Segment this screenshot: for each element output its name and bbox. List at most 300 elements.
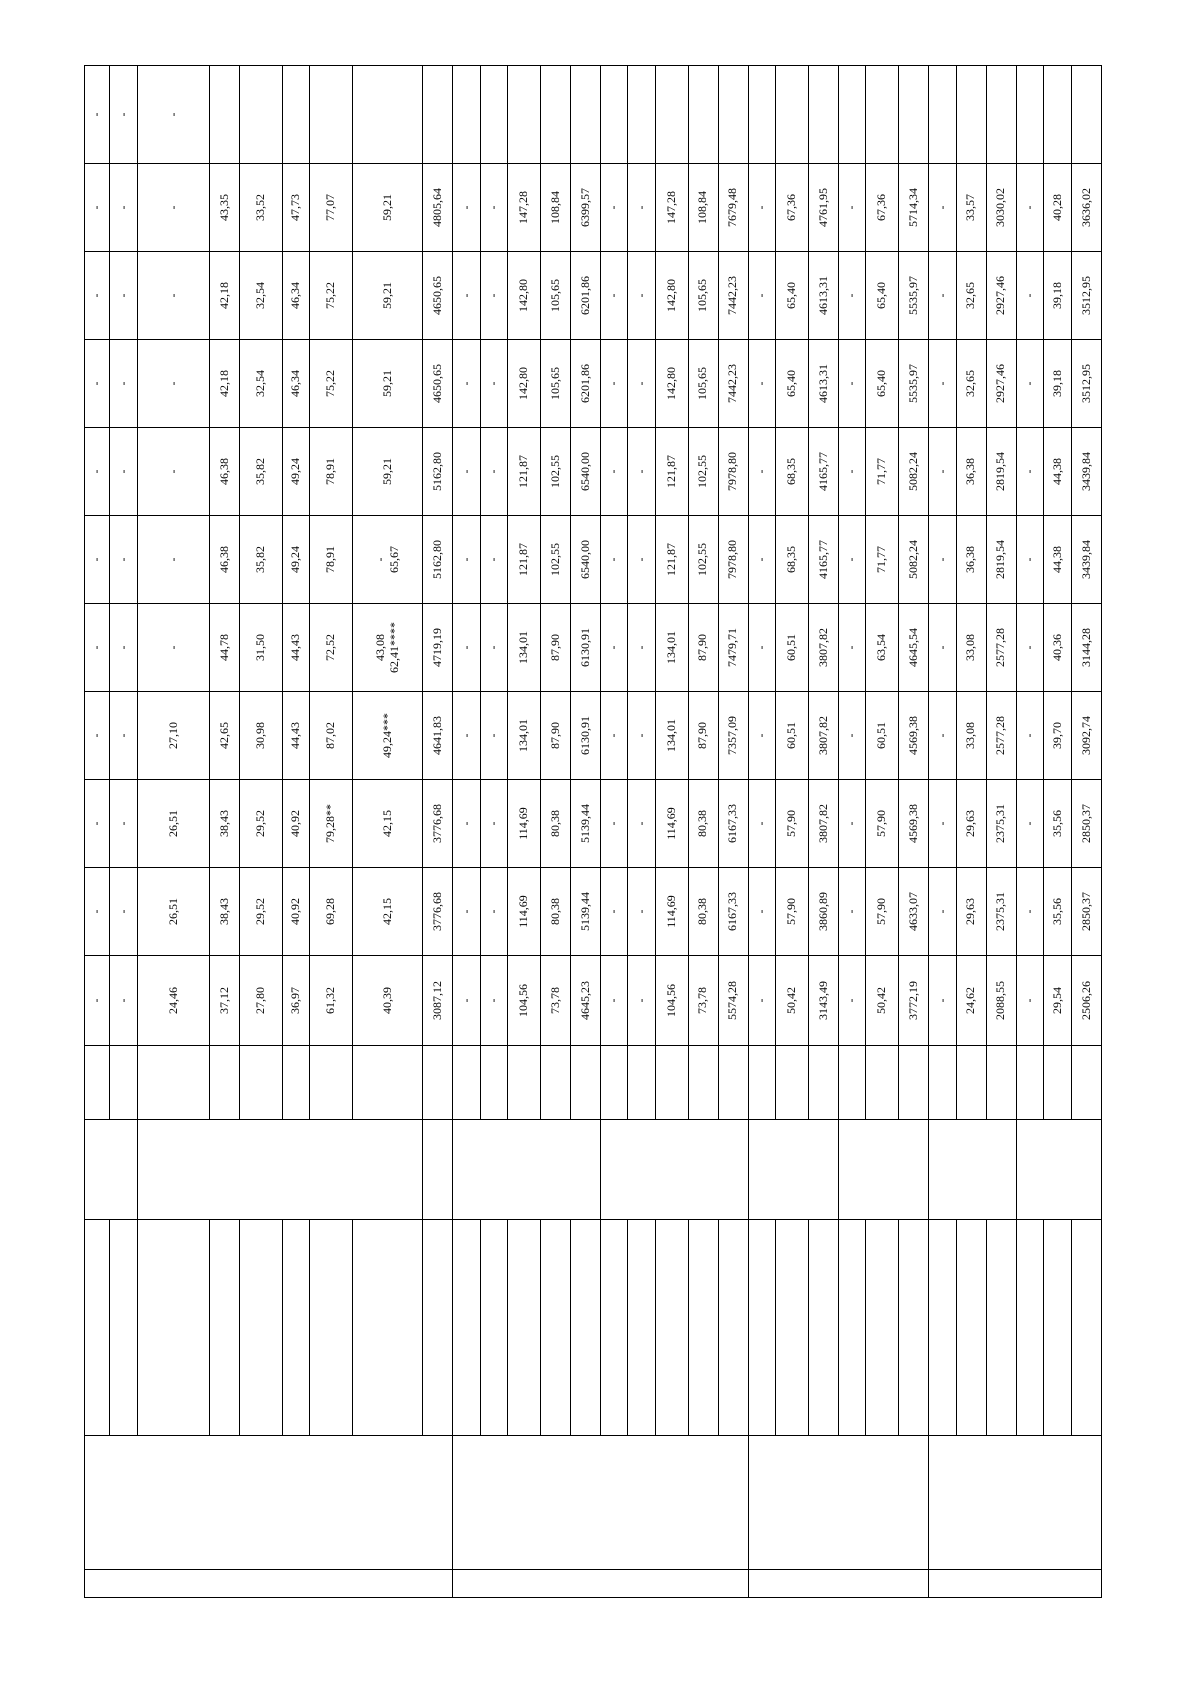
table-row [352,66,422,1598]
value-cell: 121,87 [508,516,541,604]
consumer-category [453,1120,601,1220]
value-cell: 4633,07 [898,868,928,956]
value-cell: - [110,692,138,780]
value-cell: 77,07 [310,164,353,252]
value-cell: 31,50 [240,604,283,692]
value-cell: 4569,38 [898,780,928,868]
value-cell: 63,54 [866,604,899,692]
value-cell: - [137,252,210,340]
value-cell: - [110,868,138,956]
value-cell: - [1016,428,1044,516]
value-cell [928,66,956,164]
unit-cell [956,1046,986,1120]
value-cell: - [85,692,110,780]
value-cell: 3092,74 [1071,692,1101,780]
rotated-page [84,86,1102,1598]
value-cell: 121,87 [656,516,689,604]
value-cell: 3772,19 [898,956,928,1046]
value-cell [352,66,422,164]
value-cell: 40,92 [282,780,310,868]
table-row [986,66,1016,1598]
indicator-name [1044,1220,1072,1436]
value-cell: - [600,340,628,428]
value-cell: 121,87 [508,428,541,516]
value-cell: 2577,28 [986,604,1016,692]
value-cell: - [1016,252,1044,340]
table-row [570,66,600,1598]
table-row [600,66,628,1598]
value-cell: 102,55 [540,428,570,516]
consumer-category [928,1120,1016,1220]
unit-cell [540,1046,570,1120]
value-cell: 24,62 [956,956,986,1046]
value-cell: - [928,604,956,692]
indicator-name [718,1220,748,1436]
table-row [110,66,138,1598]
value-cell: - [928,780,956,868]
value-cell: 61,32 [310,956,353,1046]
value-cell: 4805,64 [423,164,453,252]
value-cell: 57,90 [866,780,899,868]
value-cell: - [928,252,956,340]
value-cell: 6540,00 [570,428,600,516]
value-cell: - [628,164,656,252]
value-cell: 2577,28 [986,692,1016,780]
value-cell: - [748,428,776,516]
value-cell: 104,56 [508,956,541,1046]
value-cell: 7442,23 [718,252,748,340]
indicator-name [310,1220,353,1436]
value-cell: - [137,604,210,692]
value-cell: - [748,868,776,956]
value-cell: 2850,37 [1071,868,1101,956]
unit-cell [110,1046,138,1120]
unit-cell [928,1046,956,1120]
value-cell: 3776,68 [423,780,453,868]
value-cell: - [628,956,656,1046]
value-cell: - [600,780,628,868]
value-cell: - [600,956,628,1046]
unit-cell [600,1046,628,1120]
indicator-name [928,1220,956,1436]
value-cell: 49,24*** [352,692,422,780]
table-row [240,66,283,1598]
value-cell: 49,24 [282,516,310,604]
unit-cell [748,1046,776,1120]
value-cell: - [85,604,110,692]
value-cell: 36,97 [282,956,310,1046]
value-cell: - [453,956,481,1046]
value-cell: 75,22 [310,252,353,340]
value-cell: - [838,516,866,604]
table-row [453,66,481,1598]
value-cell: - [453,868,481,956]
value-cell: 6167,33 [718,780,748,868]
value-cell [656,66,689,164]
value-cell: - [110,956,138,1046]
value-cell: - [628,692,656,780]
value-cell: 3144,28 [1071,604,1101,692]
value-cell: 57,90 [776,780,809,868]
table-row [688,66,718,1598]
value-cell: 50,42 [776,956,809,1046]
value-cell: - [838,868,866,956]
indicator-name [688,1220,718,1436]
table-row [808,66,838,1598]
unit-cell [508,1046,541,1120]
value-cell: 3512,95 [1071,340,1101,428]
value-cell: - [838,692,866,780]
value-cell: 6201,86 [570,252,600,340]
unit-cell [352,1046,422,1120]
value-cell [423,66,453,164]
value-cell: 49,24 [282,428,310,516]
value-cell: 65,40 [866,252,899,340]
value-cell [1044,66,1072,164]
indicator-name [748,1220,776,1436]
value-cell: - [480,516,508,604]
value-cell: 3143,49 [808,956,838,1046]
value-cell: 42,15 [352,868,422,956]
value-cell: 105,65 [688,252,718,340]
value-cell: - [1016,780,1044,868]
value-cell: 38,43 [210,780,240,868]
value-cell: 65,40 [776,252,809,340]
value-cell: 42,65 [210,692,240,780]
unit-cell [240,1046,283,1120]
value-cell: 3439,84 [1071,516,1101,604]
value-cell: 105,65 [540,340,570,428]
value-cell: 37,12 [210,956,240,1046]
value-cell: 2927,46 [986,340,1016,428]
value-cell: - [748,956,776,1046]
value-cell: 68,35 [776,516,809,604]
value-cell: 114,69 [508,780,541,868]
table-row [776,66,809,1598]
unit-cell [688,1046,718,1120]
value-cell: 80,38 [540,868,570,956]
value-cell: 26,51 [137,780,210,868]
value-cell: 142,80 [508,252,541,340]
table-row [866,66,899,1598]
organization-name [748,1436,928,1570]
table-row [540,66,570,1598]
value-cell: - [480,780,508,868]
value-cell [718,66,748,164]
value-cell: 147,28 [656,164,689,252]
value-cell: - [85,252,110,340]
value-cell: 5574,28 [718,956,748,1046]
unit-cell [137,1046,210,1120]
table-row [1071,66,1101,1598]
value-cell: - [1016,692,1044,780]
value-cell [866,66,899,164]
value-cell: 32,54 [240,252,283,340]
value-cell: 35,56 [1044,868,1072,956]
value-cell: 24,46 [137,956,210,1046]
value-cell: - [928,340,956,428]
table-row [928,66,956,1598]
value-cell [540,66,570,164]
unit-cell [808,1046,838,1120]
table-row [480,66,508,1598]
value-cell: 65,40 [776,340,809,428]
value-cell: 57,90 [776,868,809,956]
value-cell: - [110,428,138,516]
value-cell: - [748,516,776,604]
unit-cell [718,1046,748,1120]
value-cell-line: 43,08 [373,634,388,661]
table-row [508,66,541,1598]
value-cell: - [748,252,776,340]
value-cell: - [628,780,656,868]
value-cell: 38,43 [210,868,240,956]
value-cell: - [838,428,866,516]
unit-cell [282,1046,310,1120]
value-cell: 29,52 [240,868,283,956]
value-cell: - [453,340,481,428]
value-cell: - [928,516,956,604]
value-cell: - [628,604,656,692]
value-cell: 3030,02 [986,164,1016,252]
value-cell [986,66,1016,164]
value-cell: 33,57 [956,164,986,252]
value-cell: - [1016,164,1044,252]
table-row [1016,66,1044,1598]
value-cell: 69,28 [310,868,353,956]
value-cell: - [928,956,956,1046]
value-cell: - [110,164,138,252]
value-cell: 40,28 [1044,164,1072,252]
value-cell: - [137,66,210,164]
value-cell [688,66,718,164]
consumer-category [600,1120,748,1220]
unit-cell [628,1046,656,1120]
value-cell: - [748,604,776,692]
table-row [137,66,210,1598]
value-cell: 3860,89 [808,868,838,956]
value-cell: 87,90 [688,692,718,780]
indicator-name [210,1220,240,1436]
value-cell: 42,18 [210,252,240,340]
value-cell: - [928,692,956,780]
value-cell: - [85,164,110,252]
value-cell: 3807,82 [808,780,838,868]
table-row [956,66,986,1598]
consumer-category [1016,1120,1101,1220]
value-cell [508,66,541,164]
value-cell: 142,80 [656,340,689,428]
value-cell: - [838,604,866,692]
table-row [628,66,656,1598]
value-cell: - [628,428,656,516]
value-cell: 134,01 [656,604,689,692]
value-cell: - [628,868,656,956]
value-cell: 44,78 [210,604,240,692]
value-cell [310,66,353,164]
value-cell: 44,43 [282,692,310,780]
value-cell: - [85,340,110,428]
value-cell: 44,38 [1044,516,1072,604]
value-cell: - [748,780,776,868]
unit-cell [656,1046,689,1120]
indicator-name [1071,1220,1101,1436]
value-cell: 6399,57 [570,164,600,252]
value-cell: 7978,80 [718,428,748,516]
value-cell: 36,38 [956,516,986,604]
consumer-category [748,1120,838,1220]
value-cell [1016,66,1044,164]
value-cell: - [600,428,628,516]
value-cell: 40,92 [282,868,310,956]
value-cell: 32,65 [956,340,986,428]
value-cell [282,66,310,164]
value-cell: 60,51 [776,692,809,780]
table-row [656,66,689,1598]
value-cell: 108,84 [540,164,570,252]
value-cell: 7357,09 [718,692,748,780]
value-cell: 4645,23 [570,956,600,1046]
value-cell: 5139,44 [570,868,600,956]
value-cell: 114,69 [508,868,541,956]
value-cell: 4645,54 [898,604,928,692]
value-cell: 4650,65 [423,252,453,340]
value-cell: 40,36 [1044,604,1072,692]
value-cell: 80,38 [688,780,718,868]
value-cell: 4719,19 [423,604,453,692]
value-cell [898,66,928,164]
indicator-name [956,1220,986,1436]
value-cell: 50,42 [866,956,899,1046]
indicator-name [352,1220,422,1436]
value-cell: 114,69 [656,780,689,868]
unit-cell [776,1046,809,1120]
value-cell: - [1016,516,1044,604]
value-cell-line: 65,67 [386,546,401,573]
value-cell: 147,28 [508,164,541,252]
value-cell: 142,80 [508,340,541,428]
table-row [282,66,310,1598]
value-cell: - [838,164,866,252]
value-cell: 5082,24 [898,428,928,516]
value-cell: 29,52 [240,780,283,868]
value-cell: 30,98 [240,692,283,780]
value-cell: - [1016,604,1044,692]
value-cell: 2927,46 [986,252,1016,340]
value-cell: - [1016,956,1044,1046]
value-cell: - [480,868,508,956]
value-cell: 4613,31 [808,252,838,340]
value-cell: - [110,604,138,692]
value-cell: - [600,516,628,604]
unit-cell [210,1046,240,1120]
value-cell: 59,21 [352,428,422,516]
value-cell: 2819,54 [986,428,1016,516]
value-cell: - [453,780,481,868]
unit-cell [310,1046,353,1120]
value-cell: 6167,33 [718,868,748,956]
value-cell: 27,10 [137,692,210,780]
unit-cell [838,1046,866,1120]
value-cell: 39,18 [1044,340,1072,428]
value-cell: - [137,164,210,252]
value-cell: 33,52 [240,164,283,252]
value-cell: 3776,68 [423,868,453,956]
value-cell: 108,84 [688,164,718,252]
value-cell [453,66,481,164]
consumer-category [137,1120,423,1220]
value-cell: 4165,77 [808,516,838,604]
value-cell [1071,66,1101,164]
value-cell: 33,08 [956,604,986,692]
value-cell: 26,51 [137,868,210,956]
unit-cell [1044,1046,1072,1120]
value-cell [628,66,656,164]
indicator-name [1016,1220,1044,1436]
value-cell: 2375,31 [986,868,1016,956]
value-cell: - [1016,868,1044,956]
value-cell [776,66,809,164]
row-number [748,1570,928,1598]
indicator-name [570,1220,600,1436]
value-cell: 6130,91 [570,692,600,780]
value-cell: 87,90 [540,604,570,692]
value-cell: 6540,00 [570,516,600,604]
value-cell: 5162,80 [423,428,453,516]
value-cell: 65,40 [866,340,899,428]
indicator-name [508,1220,541,1436]
indicator-name [808,1220,838,1436]
value-cell: 5162,80 [423,516,453,604]
unit-cell [986,1046,1016,1120]
value-cell: 7978,80 [718,516,748,604]
indicator-name [628,1220,656,1436]
table-row [718,66,748,1598]
value-cell: 3807,82 [808,692,838,780]
value-cell: 73,78 [540,956,570,1046]
value-cell: - [480,956,508,1046]
organization-name [85,1436,453,1570]
value-cell: - [85,780,110,868]
value-cell [480,66,508,164]
value-cell: 134,01 [656,692,689,780]
value-cell [956,66,986,164]
indicator-name [85,1220,110,1436]
tariff-table [84,65,1102,1598]
value-cell: 71,77 [866,428,899,516]
indicator-name [838,1220,866,1436]
value-cell [352,516,422,604]
value-cell: 87,02 [310,692,353,780]
value-cell: - [600,164,628,252]
value-cell: - [480,164,508,252]
value-cell: - [748,692,776,780]
value-cell: 4641,83 [423,692,453,780]
value-cell: 47,73 [282,164,310,252]
value-cell: 6201,86 [570,340,600,428]
value-cell: 78,91 [310,428,353,516]
value-cell: 6130,91 [570,604,600,692]
value-cell: 59,21 [352,164,422,252]
value-cell: 35,82 [240,516,283,604]
value-cell: 39,70 [1044,692,1072,780]
value-cell: 75,22 [310,340,353,428]
value-cell: - [748,164,776,252]
value-cell: 2506,26 [1071,956,1101,1046]
value-cell: 29,54 [1044,956,1072,1046]
value-cell: 87,90 [688,604,718,692]
value-cell: 104,56 [656,956,689,1046]
